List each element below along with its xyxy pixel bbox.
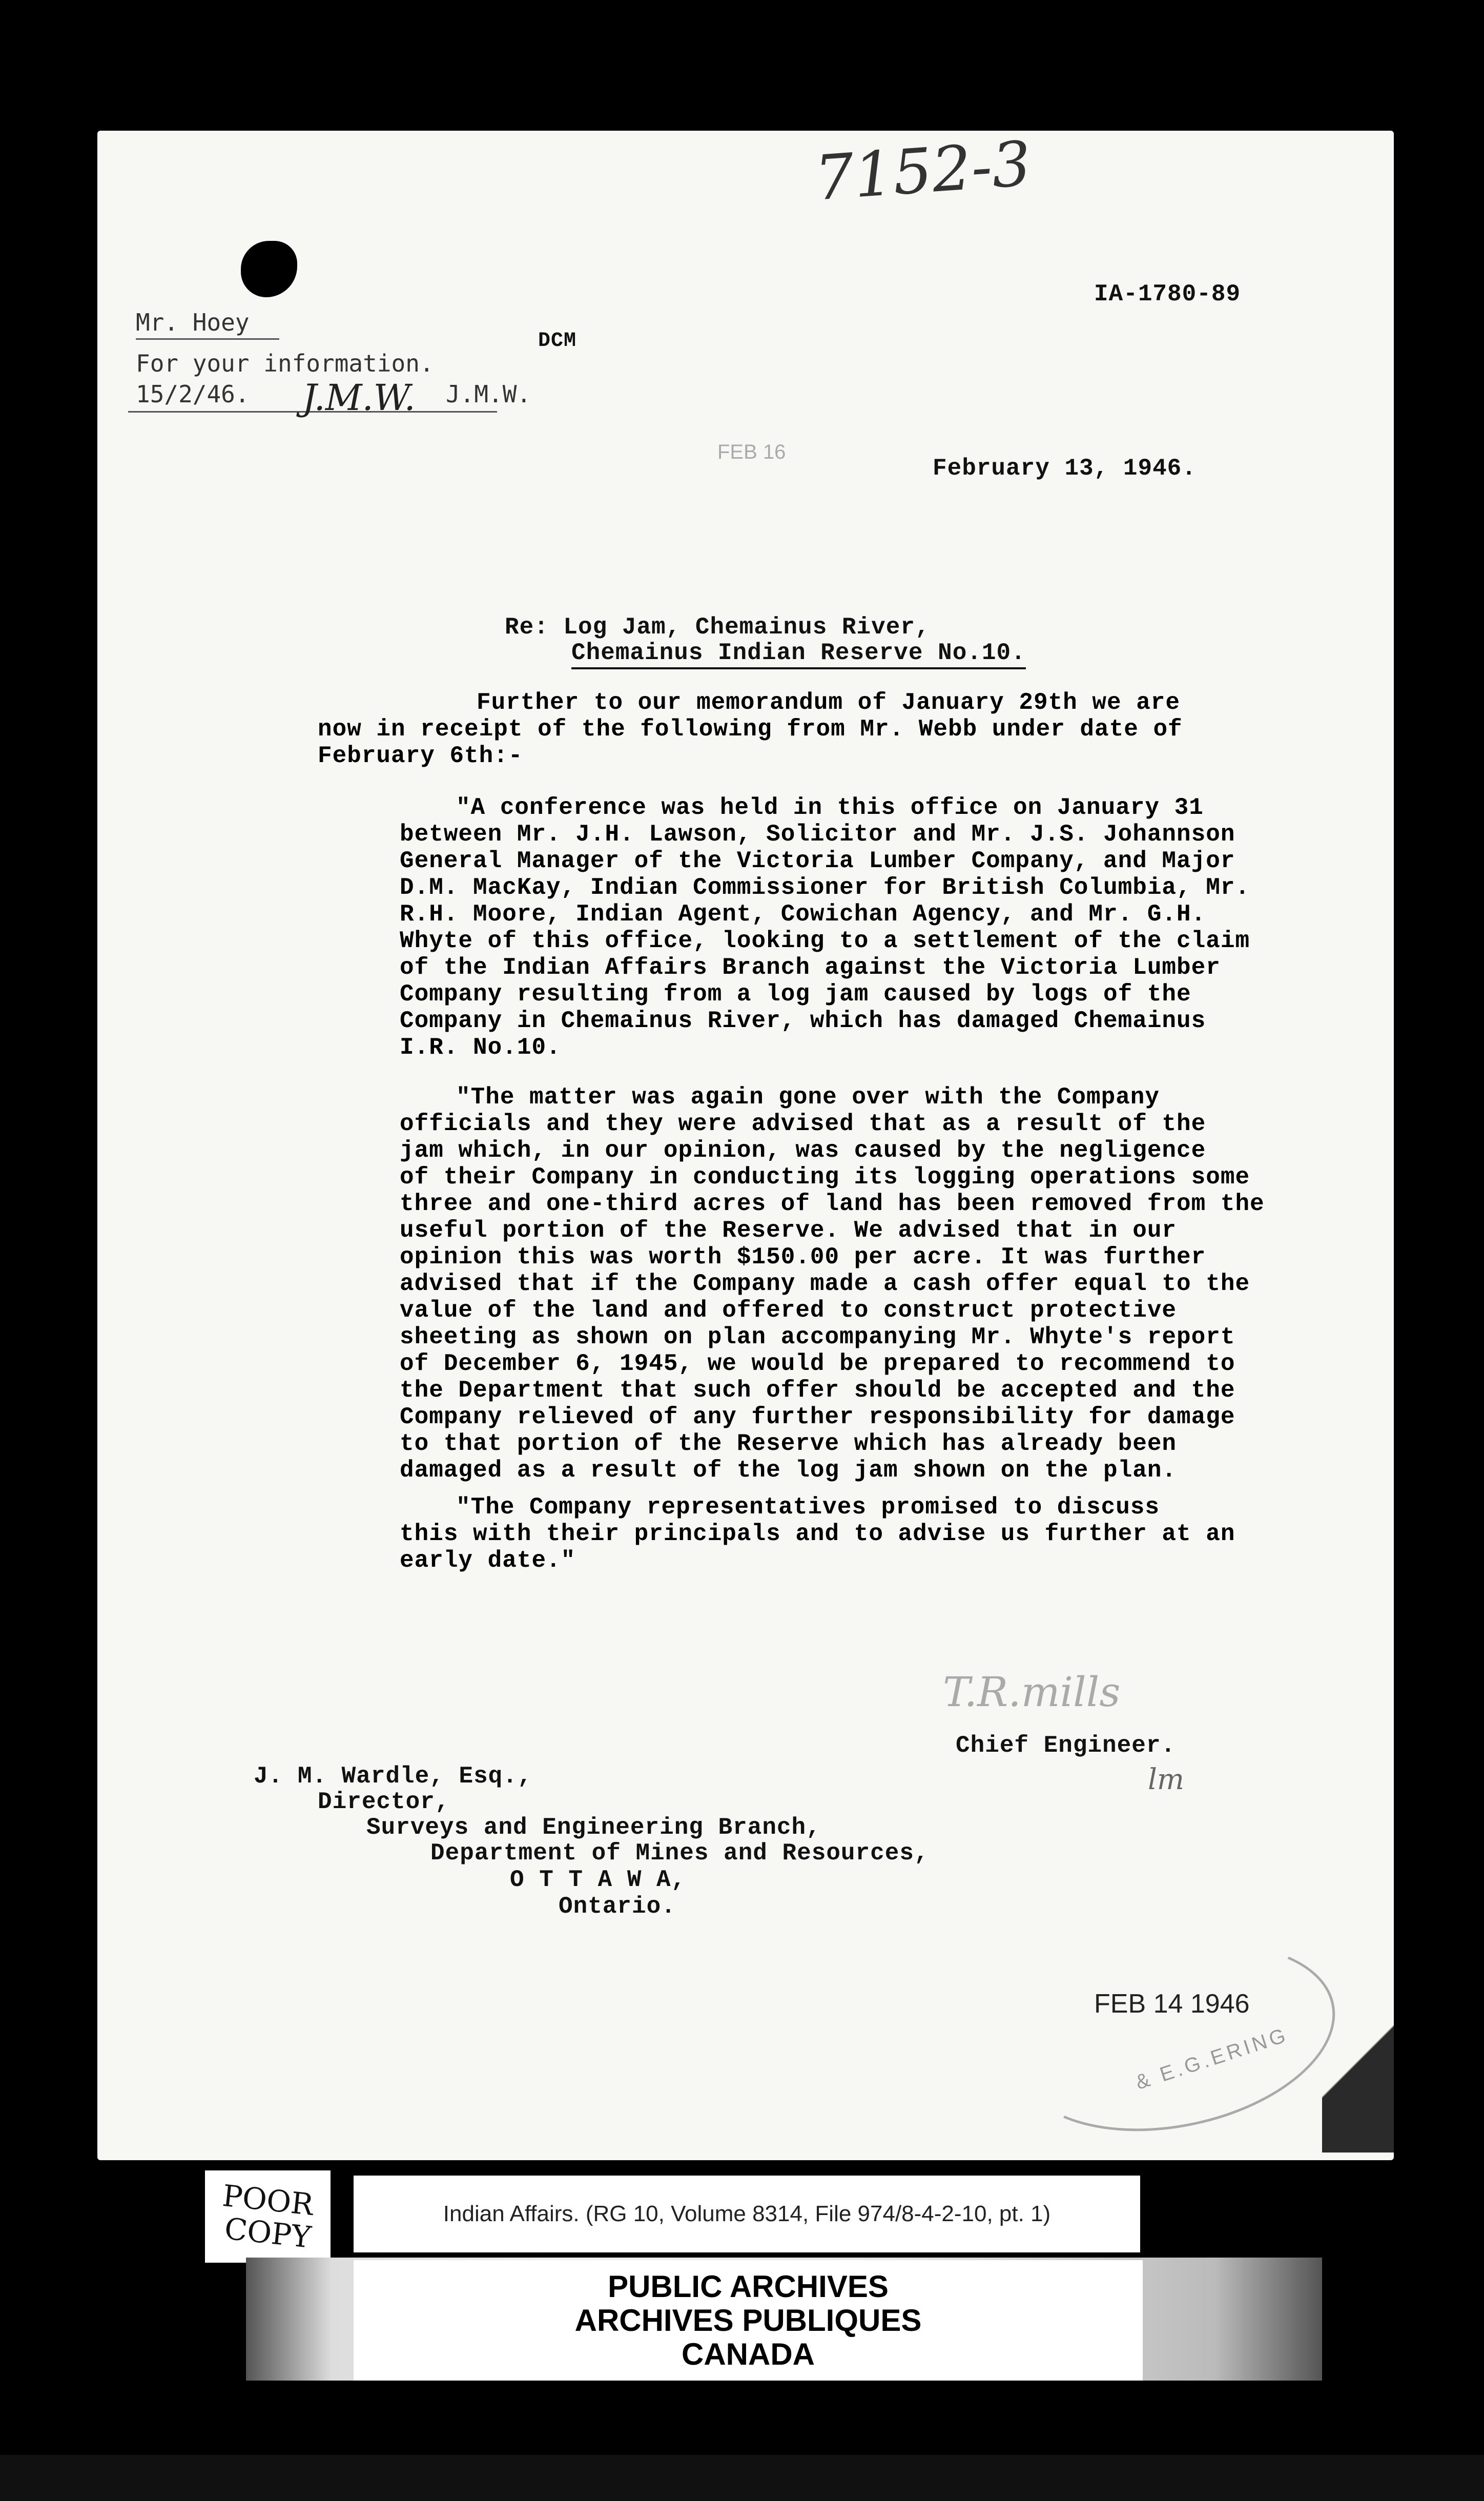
quote2-line: value of the land and offered to construct protective: [400, 1297, 1177, 1324]
recipient-city: O T T A W A,: [510, 1867, 686, 1893]
quote2-line: damaged as a result of the log jam shown on the plan.: [400, 1457, 1177, 1484]
quote2-line: officials and they were advised that as a result of the: [400, 1111, 1206, 1137]
intro-line: Further to our memorandum of January 29th we are: [477, 689, 1181, 716]
quote3-line: this with their principals and to advise us further at an: [400, 1521, 1235, 1547]
quote1-line: Whyte of this office, looking to a settlement of the claim: [400, 928, 1250, 954]
routing-date: 15/2/46.: [136, 380, 250, 408]
poor-copy-line-2: COPY: [222, 2211, 313, 2255]
signature-title: Chief Engineer.: [956, 1732, 1176, 1759]
quote1-line: General Manager of the Victoria Lumber Company, and Major: [400, 848, 1235, 874]
routing-underline: [136, 338, 279, 340]
quote1-line: I.R. No.10.: [400, 1034, 561, 1061]
handwritten-initials-jmw: J.M.W.: [302, 377, 416, 419]
intro-line: now in receipt of the following from Mr. Webb under date of: [318, 716, 1183, 743]
quote1-line: Company resulting from a log jam caused by logs of the: [400, 981, 1191, 1008]
quote2-line: useful portion of the Reserve. We advised that in our: [400, 1217, 1177, 1244]
re-line-2: Chemainus Indian Reserve No.10.: [571, 640, 1026, 669]
archive-credit: [354, 2176, 1140, 2252]
quote2-line: three and one-third acres of land has been removed from the: [400, 1191, 1265, 1217]
quote3-line: early date.": [400, 1547, 576, 1574]
file-number-handwritten: 7152-3: [812, 128, 1034, 215]
archives-line-3: CANADA: [682, 2336, 815, 2371]
quote1-line: D.M. MacKay, Indian Commissioner for British Columbia, Mr.: [400, 874, 1250, 901]
quote2-line: advised that if the Company made a cash offer equal to the: [400, 1270, 1250, 1297]
quote2-line: the Department that such offer should be accepted and the: [400, 1377, 1235, 1404]
intro-paragraph: [318, 689, 1183, 769]
quote2-line: of December 6, 1945, we would be prepared to recommend to: [400, 1350, 1235, 1377]
recipient-department: Department of Mines and Resources,: [430, 1840, 929, 1867]
quote2-line: sheeting as shown on plan accompanying Mr. Whyte's report: [400, 1324, 1235, 1350]
recipient-branch: Surveys and Engineering Branch,: [366, 1814, 821, 1841]
quote3-line: "The Company representatives promised to discuss: [456, 1494, 1160, 1521]
routing-note: For your information.: [136, 350, 434, 377]
handwritten-initials-lm: lm: [1148, 1763, 1185, 1796]
received-stamp-date: FEB 14 1946: [1094, 1989, 1250, 2019]
letter-date: February 13, 1946.: [933, 455, 1197, 482]
quote1-line: between Mr. J.H. Lawson, Solicitor and Mr. J.S. Johannson: [400, 821, 1235, 848]
reference-number: IA-1780-89: [1094, 281, 1241, 308]
recipient-title: Director,: [318, 1789, 450, 1815]
quote2-line: Company relieved of any further responsibility for damage: [400, 1404, 1235, 1430]
recipient-province: Ontario.: [559, 1893, 676, 1920]
intro-line: February 6th:-: [318, 743, 523, 769]
faded-stamp-date: FEB 16: [717, 441, 786, 463]
quote-paragraph-3: [400, 1494, 1235, 1574]
quote-paragraph-1: [400, 794, 1250, 1061]
page-curl: [1322, 1968, 1394, 2152]
archives-line-1: PUBLIC ARCHIVES: [608, 2269, 889, 2304]
quote2-line: to that portion of the Reserve which has already been: [400, 1430, 1177, 1457]
re-line-1: Re: Log Jam, Chemainus River,: [505, 614, 930, 641]
archives-label: [354, 2260, 1143, 2381]
quote2-line: opinion this was worth $150.00 per acre. It was further: [400, 1244, 1206, 1270]
typist-initials: DCM: [538, 330, 577, 353]
poor-copy-label: [205, 2170, 331, 2263]
routing-name: Mr. Hoey: [136, 309, 250, 336]
quote1-line: of the Indian Affairs Branch against the Victoria Lumber: [400, 954, 1221, 981]
quote1-line: "A conference was held in this office on January 31: [456, 794, 1204, 821]
quote2-line: "The matter was again gone over with the Company: [456, 1084, 1160, 1111]
film-edge: [0, 2455, 1484, 2501]
signature: T.R.mills: [943, 1668, 1121, 1716]
quote2-line: of their Company in conducting its logging operations some: [400, 1164, 1250, 1191]
quote-paragraph-2: [400, 1084, 1265, 1484]
routing-initials: J.M.W.: [446, 380, 531, 408]
archive-credit-text: Indian Affairs. (RG 10, Volume 8314, File 974/8-4-2-10, pt. 1): [443, 2201, 1051, 2226]
quote1-line: R.H. Moore, Indian Agent, Cowichan Agency, and Mr. G.H.: [400, 901, 1206, 928]
quote1-line: Company in Chemainus River, which has damaged Chemainus: [400, 1008, 1206, 1034]
poor-copy-line-1: POOR: [220, 2178, 315, 2223]
received-stamp-arc-text: & E.G.ERING: [1132, 2023, 1291, 2094]
archives-line-2: ARCHIVES PUBLIQUES: [574, 2303, 922, 2338]
recipient-name: J. M. Wardle, Esq.,: [254, 1763, 532, 1790]
quote2-line: jam which, in our opinion, was caused by the negligence: [400, 1137, 1206, 1164]
